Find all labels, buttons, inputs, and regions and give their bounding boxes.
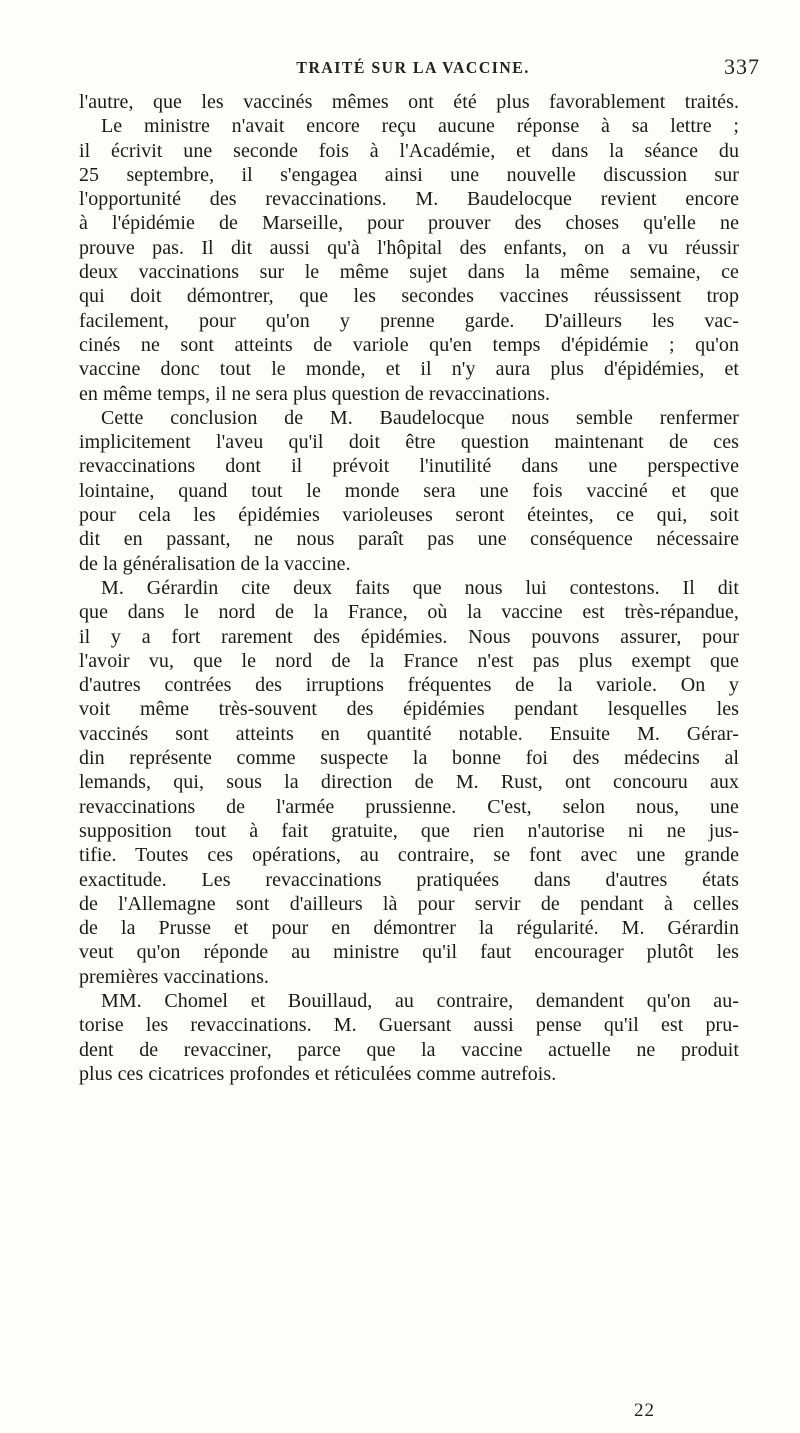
text-line: plus ces cicatrices profondes et réticulées comme autrefois.: [79, 1062, 557, 1085]
text-line: l'avoir vu, que le nord de la France n'est pas plus exempt que: [79, 649, 739, 672]
text-line: que dans le nord de la France, où la vaccine est très-répandue,: [79, 601, 739, 624]
text-line: cinés ne sont atteints de variole qu'en temps d'épidémie ; qu'on: [79, 333, 739, 356]
text-line: premières vaccinations.: [79, 965, 269, 988]
text-line: l'opportunité des revaccinations. M. Baudelocque revient encore: [79, 188, 739, 211]
text-line: vaccine donc tout le monde, et il n'y aura plus d'épidémies, et: [79, 358, 739, 381]
text-line: Le ministre n'avait encore reçu aucune réponse à sa lettre ;: [101, 115, 739, 138]
text-line: dent de revacciner, parce que la vaccine actuelle ne produit: [79, 1038, 739, 1061]
text-line: M. Gérardin cite deux faits que nous lui contestons. Il dit: [101, 576, 739, 599]
signature-mark: 22: [634, 1400, 655, 1421]
text-line: lemands, qui, sous la direction de M. Rust, ont concouru aux: [79, 771, 739, 794]
text-line: revaccinations de l'armée prussienne. C'est, selon nous, une: [79, 795, 739, 818]
text-line: à l'épidémie de Marseille, pour prouver des choses qu'elle ne: [79, 212, 739, 235]
text-line: pour cela les épidémies varioleuses seront éteintes, ce qui, soit: [79, 504, 739, 527]
text-line: deux vaccinations sur le même sujet dans la même semaine, ce: [79, 261, 739, 284]
text-line: Cette conclusion de M. Baudelocque nous semble renfermer: [101, 406, 739, 429]
text-line: veut qu'on réponde au ministre qu'il faut encourager plutôt les: [79, 941, 739, 964]
text-line: prouve pas. Il dit aussi qu'à l'hôpital des enfants, on a vu réussir: [79, 236, 739, 259]
text-line: MM. Chomel et Bouillaud, au contraire, demandent qu'on au-: [101, 989, 739, 1012]
text-line: 25 septembre, il s'engagea ainsi une nouvelle discussion sur: [79, 163, 739, 186]
running-title: TRAITÉ SUR LA VACCINE.: [296, 58, 530, 77]
text-line: supposition tout à fait gratuite, que rien n'autorise ni ne jus-: [79, 819, 739, 842]
text-line: dit en passant, ne nous paraît pas une conséquence nécessaire: [79, 528, 739, 551]
text-line: l'autre, que les vaccinés mêmes ont été plus favorablement traités.: [79, 91, 739, 113]
text-line: tifie. Toutes ces opérations, au contraire, se font avec une grande: [79, 844, 739, 867]
text-line: de l'Allemagne sont d'ailleurs là pour servir de pendant à celles: [79, 892, 739, 915]
text-line: revaccinations dont il prévoit l'inutilité dans une perspective: [79, 455, 739, 478]
text-line: vaccinés sont atteints en quantité notable. Ensuite M. Gérar-: [79, 722, 739, 745]
text-line: il écrivit une seconde fois à l'Académie, et dans la séance du: [79, 139, 739, 162]
page-number: 337: [724, 54, 760, 79]
text-line: facilement, pour qu'on y prenne garde. D'ailleurs les vac-: [79, 309, 739, 332]
text-line: de la Prusse et pour en démontrer la régularité. M. Gérardin: [79, 917, 739, 940]
text-line: implicitement l'aveu qu'il doit être question maintenant de ces: [79, 431, 739, 454]
text-line: d'autres contrées des irruptions fréquentes de la variole. On y: [79, 674, 739, 697]
text-line: lointaine, quand tout le monde sera une fois vacciné et que: [79, 479, 739, 502]
text-line: torise les revaccinations. M. Guersant aussi pense qu'il est pru-: [79, 1014, 739, 1037]
text-line: exactitude. Les revaccinations pratiquées dans d'autres états: [79, 868, 739, 891]
text-line: voit même très-souvent des épidémies pendant lesquelles les: [79, 698, 739, 721]
text-line: qui doit démontrer, que les secondes vaccines réussissent trop: [79, 285, 739, 308]
text-line: il y a fort rarement des épidémies. Nous pouvons assurer, pour: [79, 625, 739, 648]
text-line: en même temps, il ne sera plus question de revaccinations.: [79, 382, 551, 405]
text-line: de la généralisation de la vaccine.: [79, 552, 351, 575]
text-line: din représente comme suspecte la bonne foi des médecins al: [79, 747, 739, 770]
body-text: [79, 90, 739, 1086]
